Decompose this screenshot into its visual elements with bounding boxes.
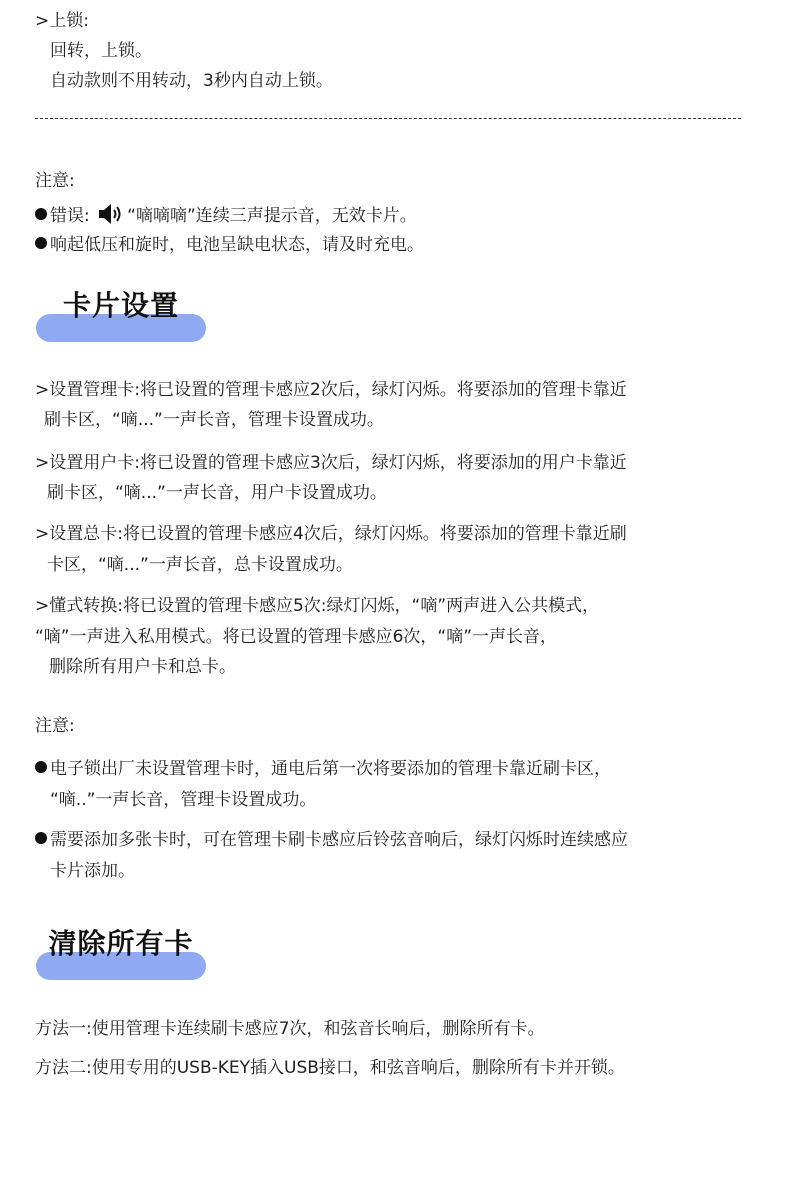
note1-item2-text: 响起低压和旋时，电池呈缺电状态，请及时充电。 <box>50 235 424 255</box>
note2-item1-line1: 电子锁出厂未设置管理卡时，通电后第一次将要添加的管理卡靠近刷卡区， <box>50 759 611 779</box>
bullet-dot-icon <box>35 832 47 844</box>
note-label-2: 注意: <box>35 716 75 736</box>
note2-item-1 <box>35 757 611 781</box>
set-master-card-line-1: >设置总卡:将已设置的管理卡感应4次后，绿灯闪烁。将要添加的管理卡靠近刷 <box>35 524 627 544</box>
note2-item-2 <box>35 828 628 852</box>
set-admin-card-line-2: 刷卡区，“嘀...”一声长音，管理卡设置成功。 <box>44 410 384 430</box>
lock-line-2: 自动款则不用转动，3秒内自动上锁。 <box>50 71 333 91</box>
clear-method-1: 方法一:使用管理卡连续刷卡感应7次，和弦音长响后，删除所有卡。 <box>35 1019 545 1039</box>
clear-method-2: 方法二:使用专用的USB-KEY插入USB接口，和弦音响后，删除所有卡并开锁。 <box>35 1058 625 1078</box>
set-user-card-line-1: >设置用户卡:将已设置的管理卡感应3次后，绿灯闪烁，将要添加的用户卡靠近 <box>35 453 627 473</box>
set-master-card-line-2: 卡区，“嘀...”一声长音，总卡设置成功。 <box>47 555 353 575</box>
lock-title: >上锁: <box>35 11 89 31</box>
note-label-1: 注意: <box>35 171 75 191</box>
note1-item-error <box>35 204 417 228</box>
mode-switch-line-1: >懂式转换:将已设置的管理卡感应5次:绿灯闪烁，“嘀”两声进入公共模式， <box>35 596 600 616</box>
mode-switch-line-2: “嘀”一声进入私用模式。将已设置的管理卡感应6次，“嘀”一声长音， <box>35 627 558 647</box>
bullet-dot-icon <box>35 208 47 220</box>
lock-line-1: 回转，上锁。 <box>50 41 152 61</box>
bullet-dot-icon <box>35 761 47 773</box>
note2-item2-line1: 需要添加多张卡时，可在管理卡刷卡感应后铃弦音响后，绿灯闪烁时连续感应 <box>50 830 628 850</box>
note1-item1-suffix: “嘀嘀嘀”连续三声提示音，无效卡片。 <box>127 206 417 226</box>
dashed-divider <box>35 118 741 119</box>
note1-item-lowbattery <box>35 233 424 257</box>
card-settings-heading <box>36 270 206 342</box>
note2-item1-line2: “嘀..”一声长音，管理卡设置成功。 <box>50 790 317 810</box>
set-user-card-line-2: 刷卡区，“嘀...”一声长音，用户卡设置成功。 <box>47 483 387 503</box>
clear-cards-heading <box>36 908 206 980</box>
mode-switch-line-3: 删除所有用户卡和总卡。 <box>49 657 236 677</box>
bullet-dot-icon <box>35 237 47 249</box>
card-settings-heading-text: 卡片设置 <box>62 289 179 322</box>
speaker-icon <box>97 203 125 225</box>
note2-item2-line2: 卡片添加。 <box>50 861 135 881</box>
note1-item1-prefix: 错误: <box>50 206 96 226</box>
clear-cards-heading-text: 清除所有卡 <box>48 927 194 960</box>
set-admin-card-line-1: >设置管理卡:将已设置的管理卡感应2次后，绿灯闪烁。将要添加的管理卡靠近 <box>35 380 627 400</box>
